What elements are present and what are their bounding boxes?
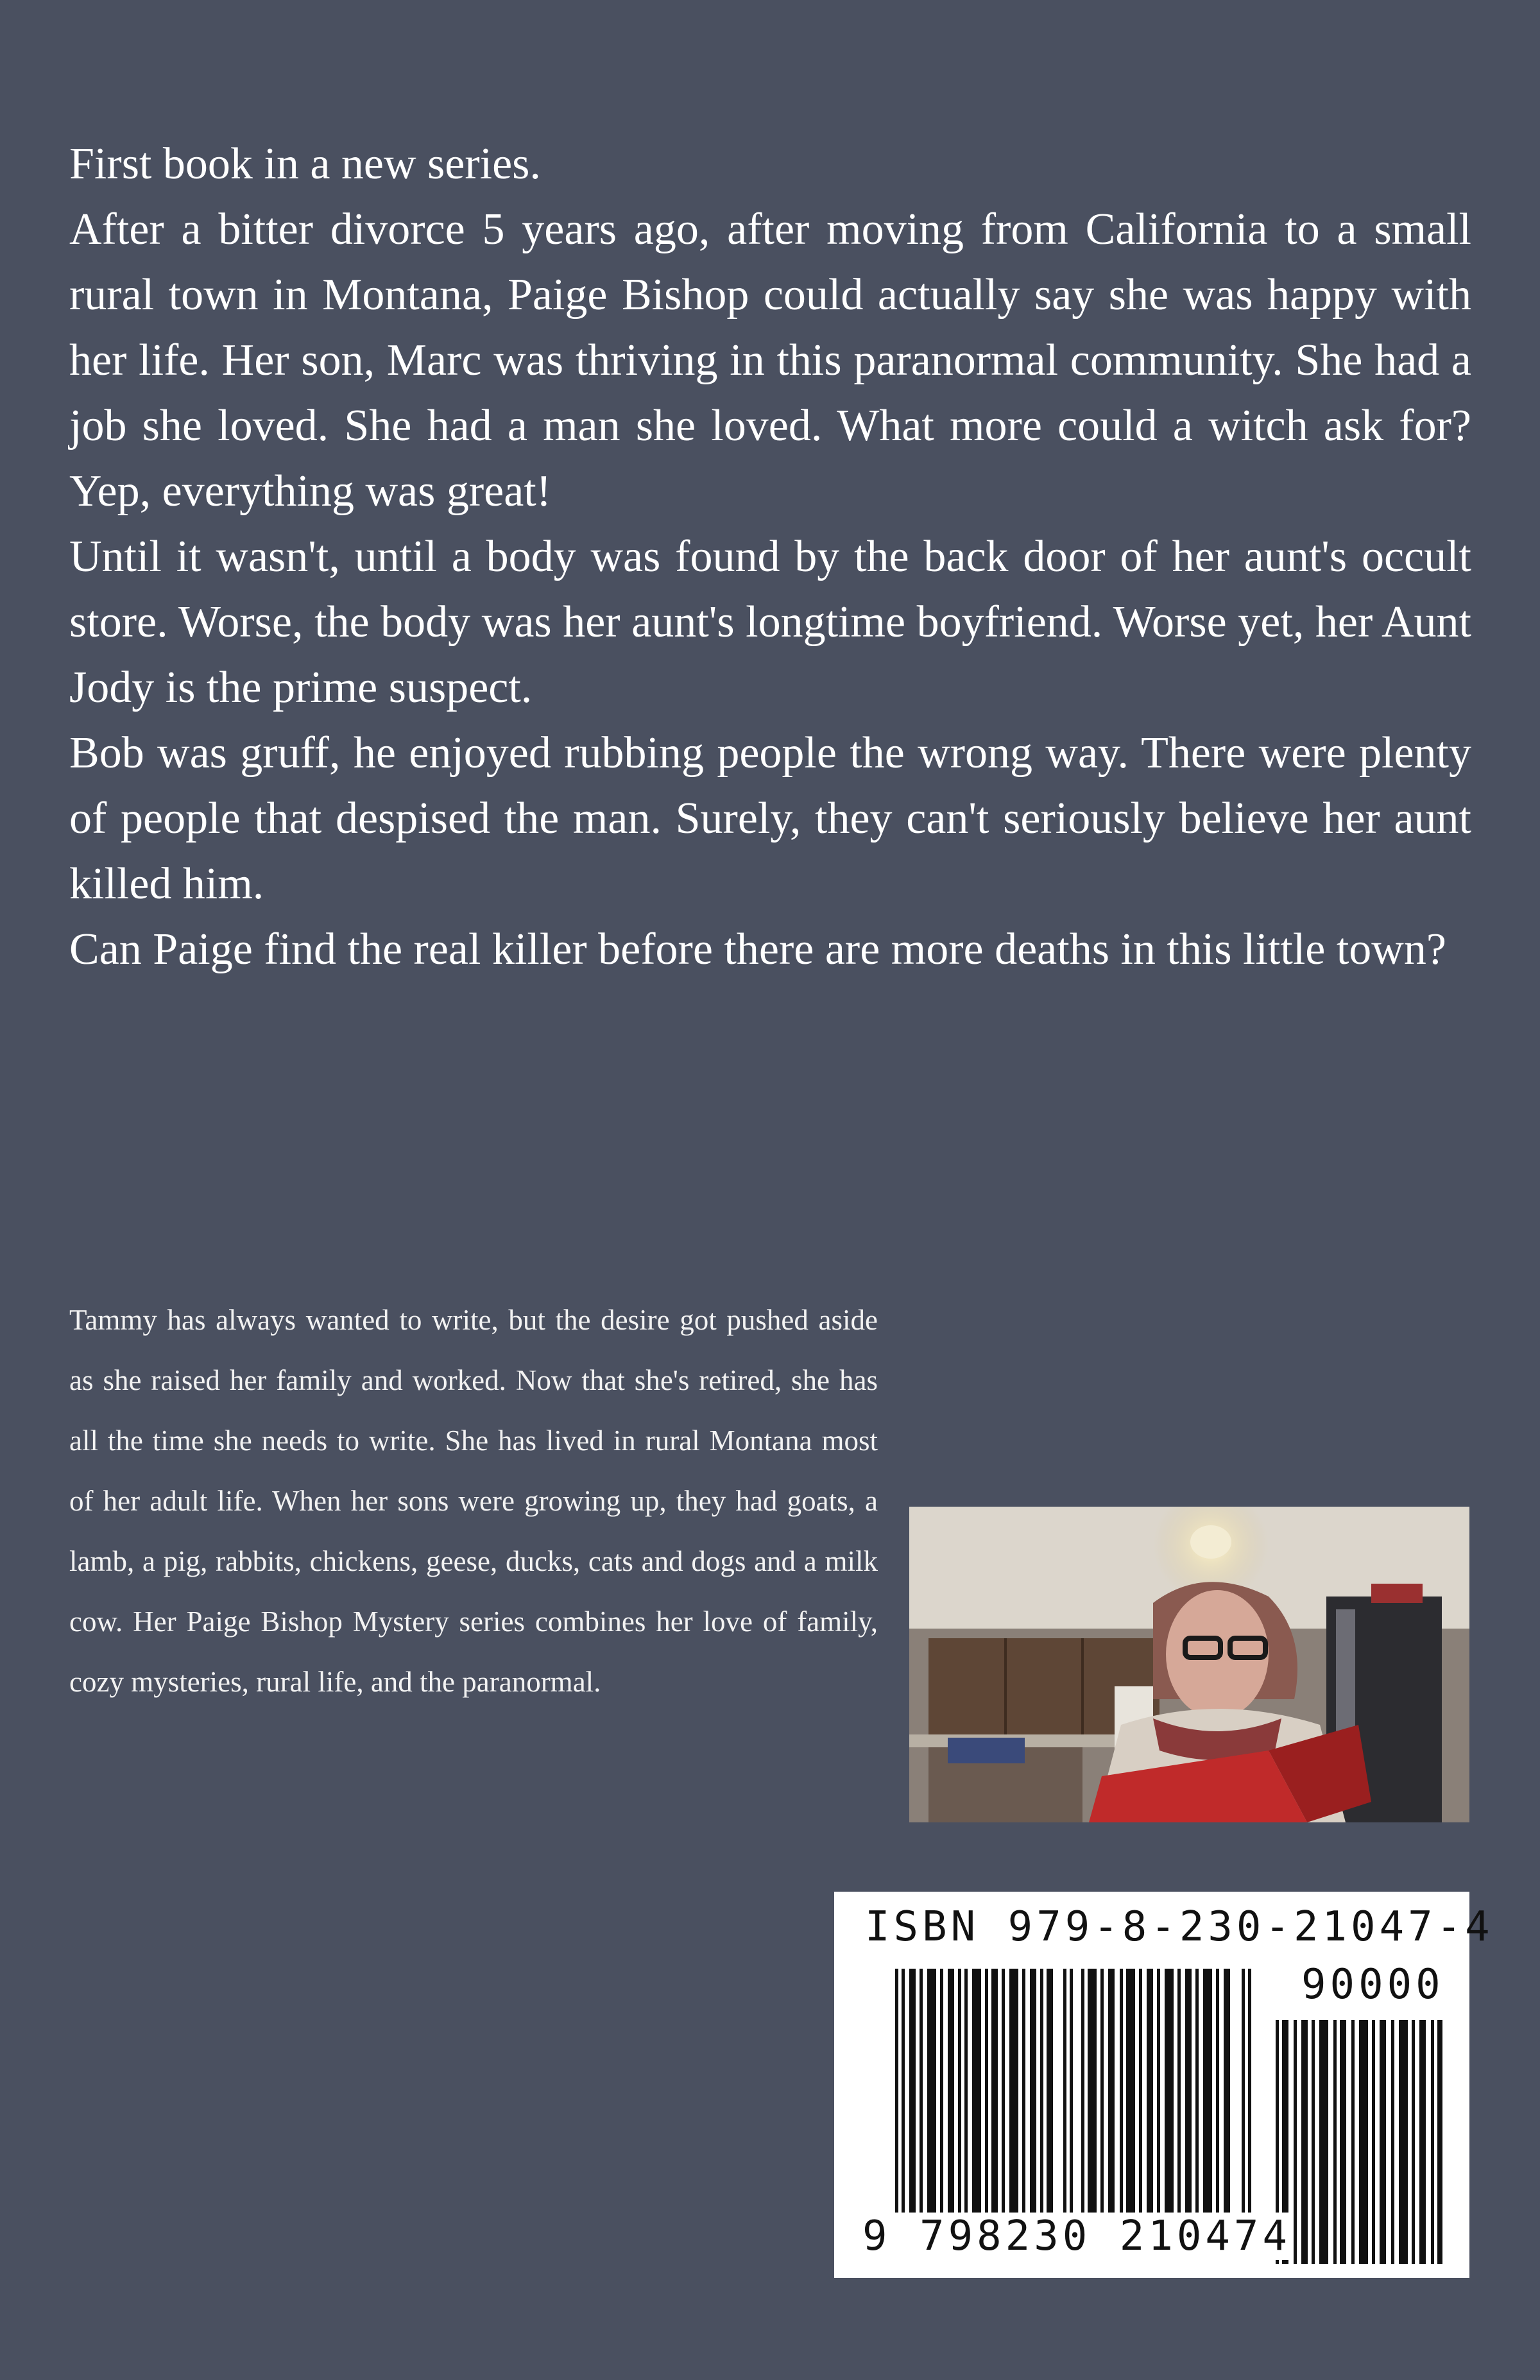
blurb-paragraph-2: After a bitter divorce 5 years ago, after moving from California to a small rural town in Montana, Paige Bishop could actually say she was happy with her life. Her son, Marc was thriving in this paranormal community. She had a job she loved. She had a man she loved. What more could a witch ask for? Yep, everything was great! bbox=[69, 205, 1471, 516]
blurb-paragraph-3: Until it wasn't, until a body was found by the back door of her aunt's occult store. Worse, the body was her aunt's longtime boyfriend. Worse yet, her Aunt Jody is the prime suspect. bbox=[69, 532, 1471, 712]
price-code: 90000 bbox=[1301, 1961, 1444, 2008]
isbn-barcode bbox=[834, 1892, 1494, 2278]
back-cover-blurb bbox=[69, 132, 1471, 982]
barcode-digits: 9 798230 210474 bbox=[860, 2213, 1294, 2260]
isbn-label: ISBN 979-8-230-21047-4 bbox=[865, 1903, 1494, 1951]
barcode-addon-bars bbox=[1276, 2020, 1444, 2264]
blurb-paragraph-5: Can Paige find the real killer before there are more deaths in this little town? bbox=[69, 925, 1446, 974]
author-bio: Tammy has always wanted to write, but the desire got pushed aside as she raised her family and worked. Now that she's retired, she has all the time she needs to write. She has lived in rural Montana most of her adult life. When her sons were growing up, they had goats, a lamb, a pig, rabbits, chickens, geese, ducks, cats and dogs and a milk cow. Her Paige Bishop Mystery series combines her love of family, cozy mysteries, rural life, and the paranormal. bbox=[69, 1304, 878, 1698]
barcode-bars bbox=[895, 1969, 1261, 2251]
author-photo bbox=[909, 1507, 1469, 1822]
blurb-paragraph-1: First book in a new series. bbox=[69, 139, 541, 189]
blurb-paragraph-4: Bob was gruff, he enjoyed rubbing people the wrong way. There were plenty of people that despised the man. Surely, they can't seriously believe her aunt killed him. bbox=[69, 728, 1471, 909]
